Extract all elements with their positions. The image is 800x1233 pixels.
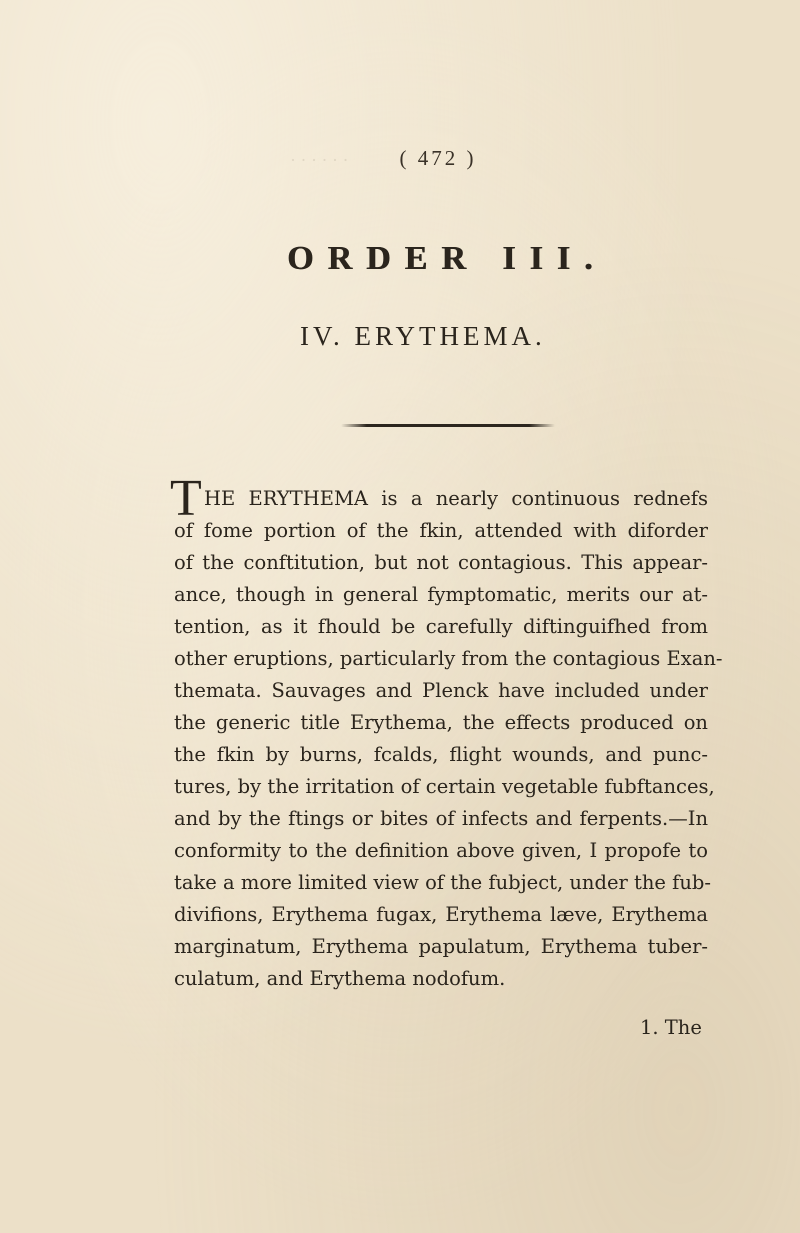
decorative-rule <box>341 424 555 427</box>
text-line: other eruptions, particularly from the contagious Exan- <box>174 647 723 670</box>
text-line: ance, though in general fymptomatic, merits our at- <box>174 583 708 606</box>
text-line: conformity to the definition above given, I propofe to <box>174 839 708 862</box>
first-line <box>170 470 708 527</box>
page-number: ( 472 ) <box>399 146 477 170</box>
text-line: themata. Sauvages and Plenck have included under <box>174 679 708 702</box>
body-text <box>170 470 723 995</box>
text-line: marginatum, Erythema papulatum, Erythema tuber- <box>174 935 708 958</box>
text-line: divifions, Erythema fugax, Erythema læve, Erythema <box>174 903 708 926</box>
text-line: tures, by the irritation of certain vegetable fubftances, <box>174 775 715 798</box>
first-line-text: HE ERYTHEMA is a nearly continuous rednefs <box>204 487 708 510</box>
drop-cap: T <box>170 470 202 527</box>
text-line: tention, as it fhould be carefully diftinguifhed from <box>174 615 708 638</box>
text-line: the generic title Erythema, the effects produced on <box>174 711 708 734</box>
text-line: take a more limited view of the fubject, under the fub- <box>174 871 712 894</box>
bleed-through-text: · · · · · · <box>290 150 349 170</box>
order-heading: ORDER III. <box>287 240 607 277</box>
text-line: culatum, and Erythema nodofum. <box>174 967 506 990</box>
section-heading: IV. ERYTHEMA. <box>300 321 546 351</box>
catchword: 1. The <box>640 1016 702 1039</box>
text-line: of fome portion of the fkin, attended with diforder <box>174 519 708 542</box>
text-line: of the conftitution, but not contagious. This appear- <box>174 551 708 574</box>
text-line: the fkin by burns, fcalds, flight wounds, and punc- <box>174 743 708 766</box>
text-line: and by the ftings or bites of infects and ferpents.—In <box>174 807 708 830</box>
